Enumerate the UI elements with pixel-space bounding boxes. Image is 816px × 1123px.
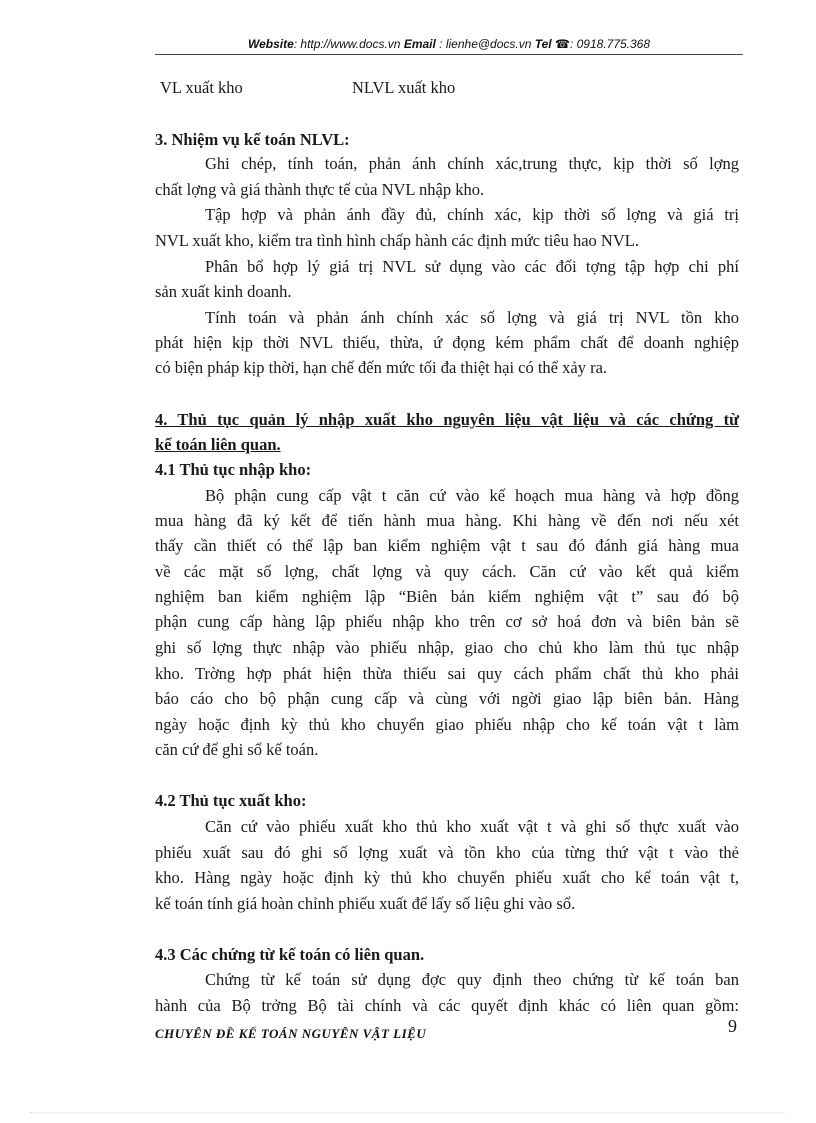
page-number: 9 [728,1016,737,1036]
paragraph-line: Căn cứ vào phiếu xuất kho thủ kho xuất vật t và ghi số thực xuất vào [205,817,739,836]
section3-heading: 3. Nhiệm vụ kế toán NLVL: [155,130,350,149]
paragraph-line: ghi số lợng thực nhập vào phiếu nhập, giao cho chủ kho làm thủ tục nhập [155,638,739,657]
paragraph-line: Bộ phận cung cấp vật t căn cứ vào kế hoạch mua hàng và hợp đồng [205,486,739,505]
section43-heading: 4.3 Các chứng từ kế toán có liên quan. [155,945,425,964]
email-value[interactable]: : lienhe@docs.vn [439,37,532,51]
paragraph-line: nghiệm ban kiểm nghiệm lập “Biên bản kiểm nghiệm vật t” sau đó bộ [155,587,739,606]
section4-heading: 4. Thủ tục quản lý nhập xuất kho nguyên liệu vật liệu và các chứng từ [155,410,739,429]
paragraph-line: sản xuất kinh doanh. [155,282,292,301]
paragraph-line: Tính toán và phản ánh chính xác số lợng và giá trị NVL tồn kho [205,308,739,327]
paragraph-line: chất lợng và giá thành thực tế của NVL nhập kho. [155,180,485,199]
paragraph-line: mua hàng đã ký kết để tiến hành mua hàng. Khi hàng về đến nơi nếu xét [155,511,739,530]
paragraph-line: Chứng từ kế toán sử dụng đợc quy định theo chứng từ kế toán ban [205,970,739,989]
paragraph-line: căn cứ để ghi sổ kế toán. [155,740,319,759]
tel-value: : 0918.775.368 [569,37,651,51]
paragraph-line: Tập hợp và phản ánh đầy đủ, chính xác, kịp thời số lợng và giá trị [205,205,739,224]
paragraph-line: hành của Bộ trởng Bộ tài chính và các quyết định khác có liên quan gồm: [155,996,739,1015]
paragraph-line: phát hiện kịp thời NVL thiếu, thừa, ứ đọng kém phẩm chất để doanh nghiệp [155,333,739,352]
paragraph-line: kho. Trờng hợp phát hiện thừa thiếu sai quy cách phẩm chất thủ kho phải [155,664,739,683]
paragraph-line: báo cáo cho bộ phận cung cấp và cùng với ngời giao lập biên bản. Hàng [155,689,739,708]
top-row-left: VL xuất kho [160,78,243,97]
website-value[interactable]: : http://www.docs.vn [293,37,401,51]
section41-heading: 4.1 Thủ tục nhập kho: [155,460,312,479]
tel-label: Tel [534,37,552,51]
page-header [155,37,743,51]
website-label: Website [247,37,294,51]
footer-title: CHUYÊN ĐỀ KẾ TOÁN NGUYÊN VẬT LIỆU [155,1026,427,1041]
page-bottom-border [30,1112,786,1113]
header-divider [155,54,743,55]
paragraph-line: Ghi chép, tính toán, phản ánh chính xác,trung thực, kịp thời số lợng [205,154,739,173]
paragraph-line: NVL xuất kho, kiểm tra tình hình chấp hành các định mức tiêu hao NVL. [155,231,639,250]
paragraph-line: phiếu xuất sau đó ghi số lợng xuất và tồn kho của từng thứ vật t vào thẻ [155,843,739,862]
paragraph-line: kho. Hàng ngày hoặc định kỳ thủ kho chuyển phiếu xuất cho kế toán vật t, [155,868,739,887]
paragraph-line: thấy cần thiết có thể lập ban kiểm nghiệm vật t sau đó đánh giá hàng mua [155,536,739,555]
paragraph-line: về các mặt số lợng, chất lợng và quy cách. Căn cứ vào kết quả kiểm [155,562,739,581]
top-row-right: NLVL xuất kho [352,78,456,97]
section42-heading: 4.2 Thủ tục xuất kho: [155,791,307,810]
email-label: Email [403,37,436,51]
paragraph-line: Phân bổ hợp lý giá trị NVL sử dụng vào các đối tợng tập hợp chi phí [205,257,739,276]
paragraph-line: phận cung cấp hàng lập phiếu nhập kho trên cơ sở hoá đơn và biên bản sẽ [155,612,739,631]
paragraph-line: ngày hoặc định kỳ thủ kho chuyển giao phiếu nhập cho kế toán vật t làm [155,715,739,734]
paragraph-line: kế toán tính giá hoàn chỉnh phiếu xuất để lấy số liệu ghi vào sổ. [155,894,576,913]
section4-heading-cont: kế toán liên quan. [155,435,281,454]
phone-icon: ☎ [555,37,570,51]
paragraph-line: có biện pháp kịp thời, hạn chế đến mức tối đa thiệt hại có thể xảy ra. [155,358,608,377]
